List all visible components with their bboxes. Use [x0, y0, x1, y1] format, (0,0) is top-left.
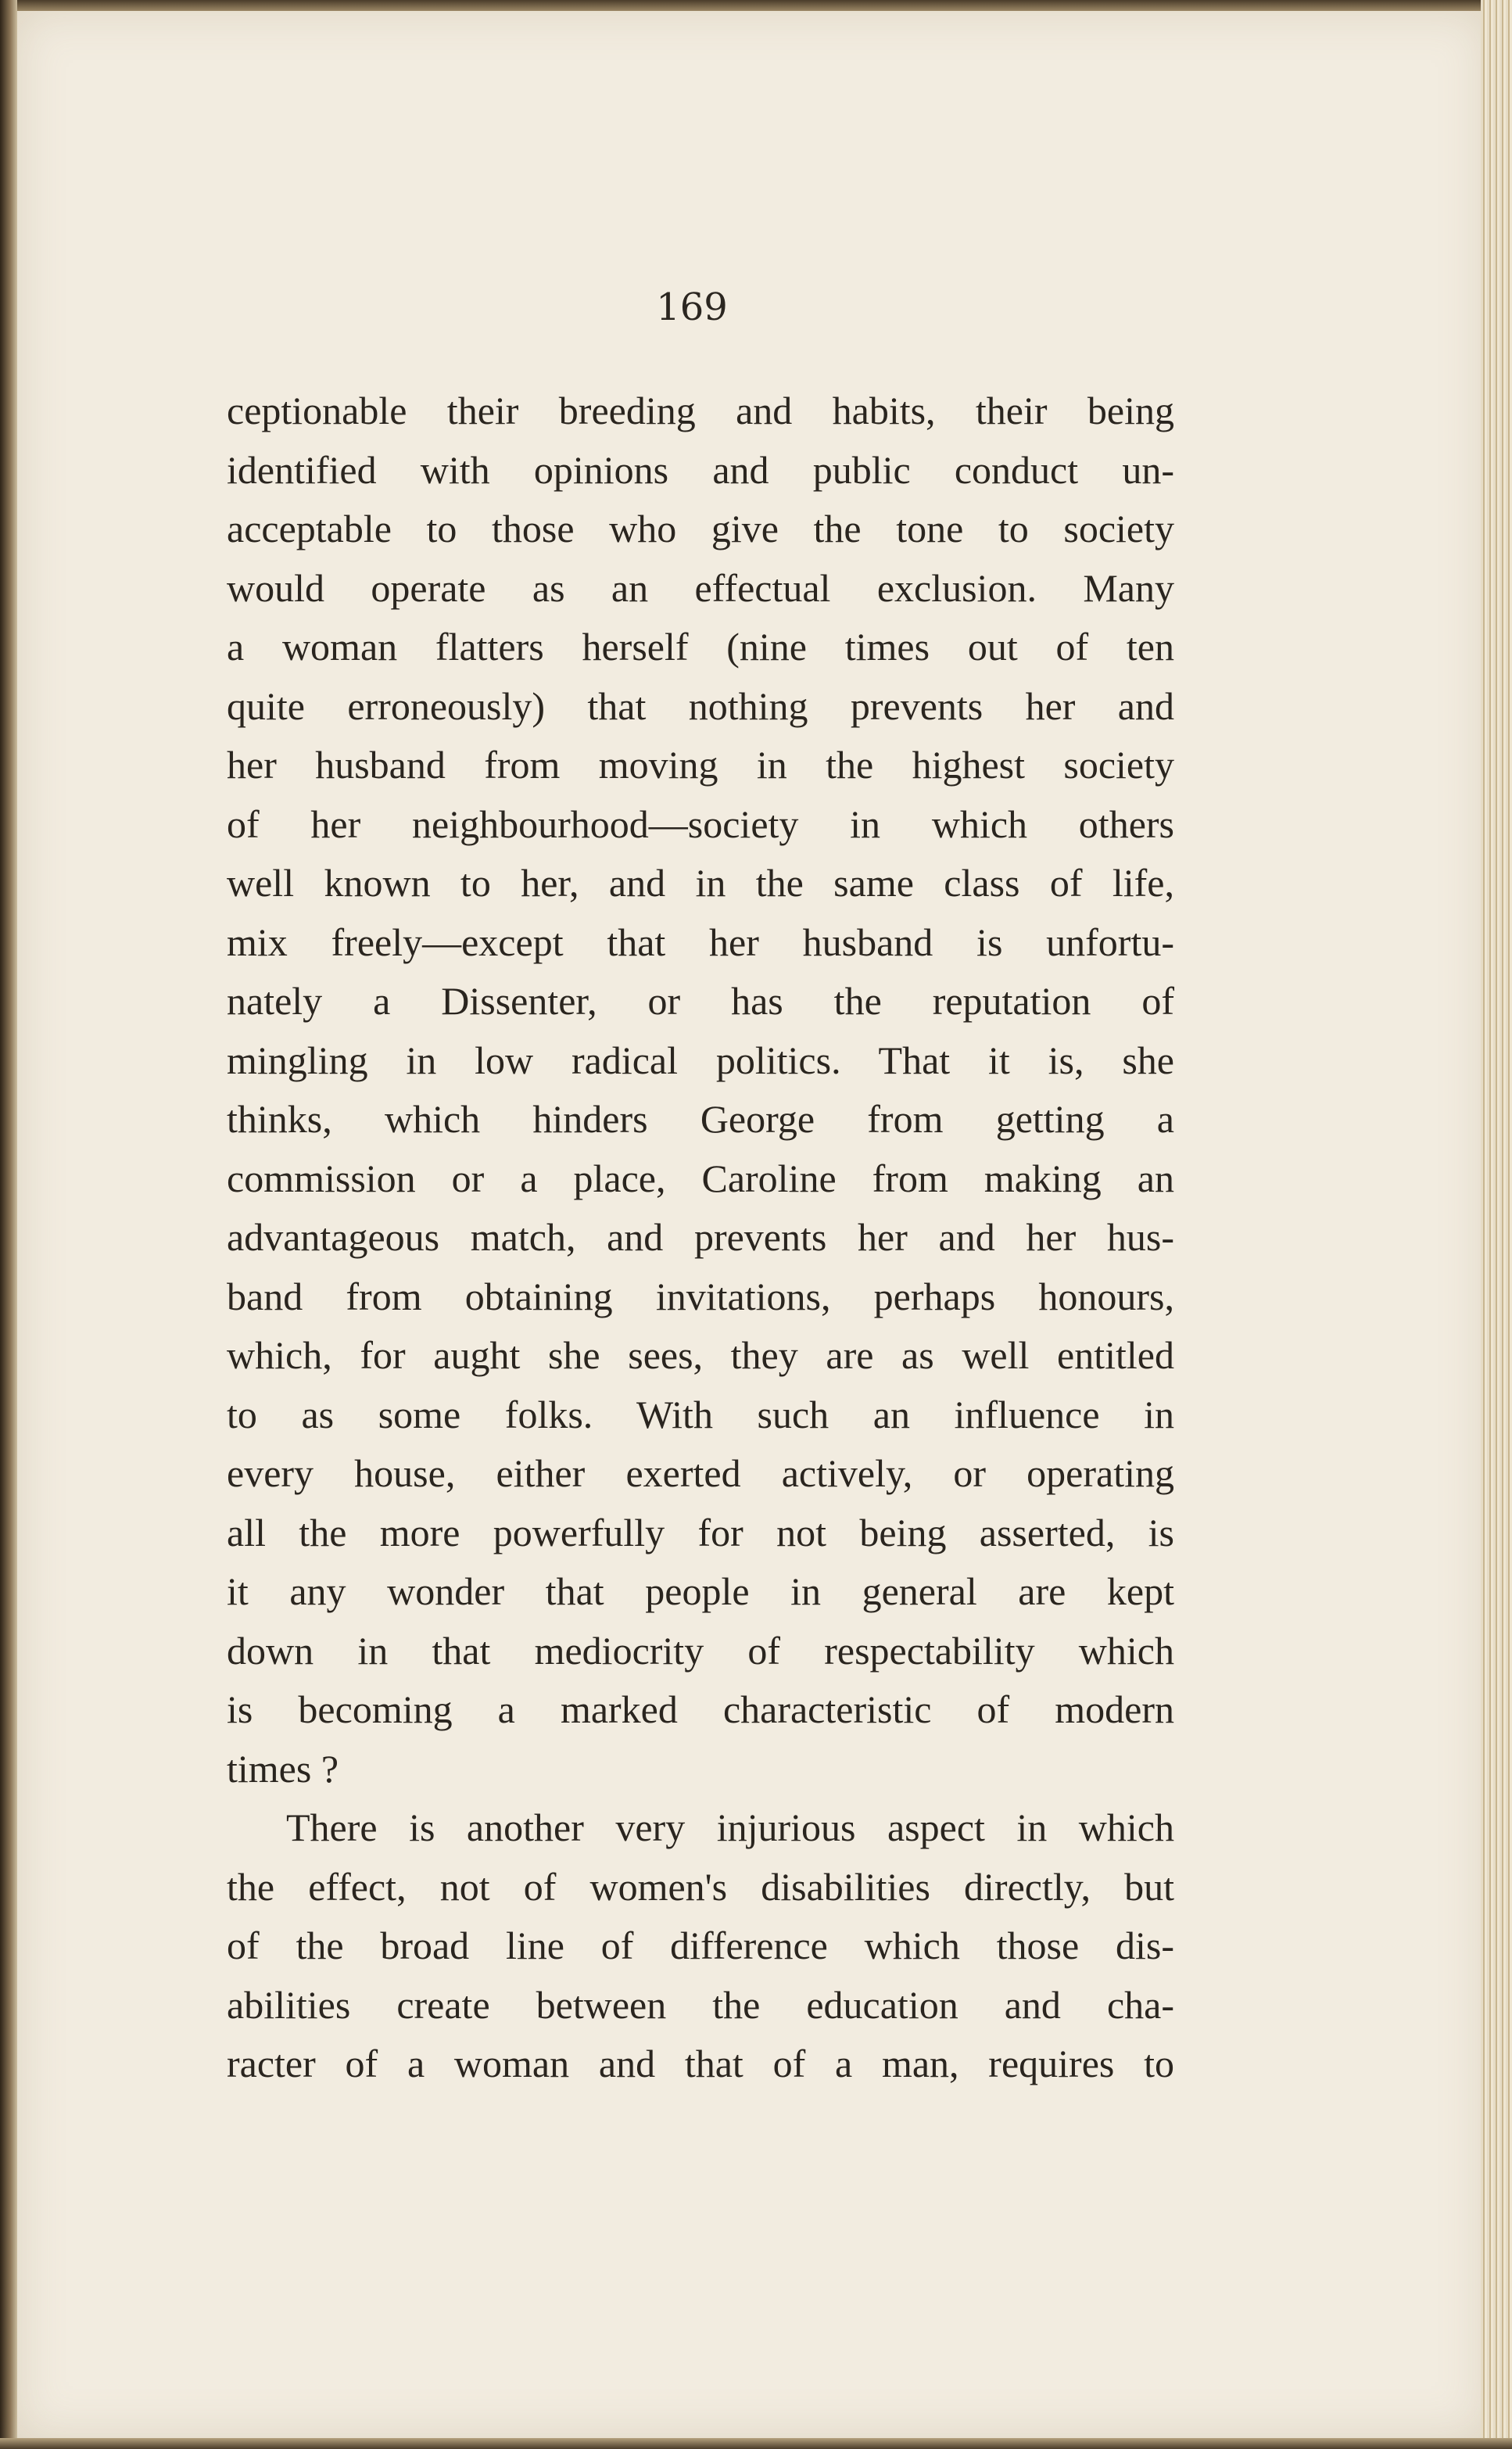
text-line: which, for aught she sees, they are as well entitled	[227, 1333, 1174, 1377]
text-line: of the broad line of difference which those dis-	[227, 1924, 1174, 1967]
body-text	[227, 382, 1174, 2094]
text-line: it any wonder that people in general are kept	[227, 1569, 1174, 1613]
text-line: the effect, not of women's disabilities directly, but	[227, 1864, 1174, 1909]
text-line: mix freely—except that her husband is unfortu-	[227, 920, 1174, 964]
text-line: her husband from moving in the highest society	[227, 743, 1174, 787]
text-line: abilities create between the education and cha-	[227, 1982, 1174, 2027]
page-edges	[1481, 0, 1512, 2449]
text-line-paragraph-start: There is another very injurious aspect in which	[286, 1805, 1174, 1849]
text-line: commission or a place, Caroline from making an	[227, 1156, 1174, 1200]
text-line-paragraph-end: times ?	[227, 1746, 339, 1791]
text-line: would operate as an effectual exclusion. Many	[227, 565, 1174, 610]
text-line: quite erroneously) that nothing prevents her and	[227, 683, 1174, 728]
text-line: thinks, which hinders George from getting a	[227, 1097, 1174, 1141]
text-line: a woman flatters herself (nine times out of ten	[227, 625, 1174, 669]
book-gutter	[0, 0, 17, 2449]
text-line: every house, either exerted actively, or operating	[227, 1451, 1174, 1495]
bottom-edge	[0, 2438, 1512, 2449]
page-number: 169	[656, 285, 728, 329]
text-line: down in that mediocrity of respectability which	[227, 1628, 1174, 1673]
top-edge	[0, 0, 1512, 11]
text-line: of her neighbourhood—society in which others	[227, 801, 1174, 846]
text-line: mingling in low radical politics. That it is, she	[227, 1038, 1174, 1082]
text-line: acceptable to those who give the tone to society	[227, 507, 1174, 550]
text-line: ceptionable their breeding and habits, their being	[227, 389, 1174, 432]
text-line: to as some folks. With such an influence in	[227, 1392, 1174, 1436]
text-line: all the more powerfully for not being asserted, is	[227, 1510, 1174, 1554]
text-line: racter of a woman and that of a man, requires to	[227, 2042, 1174, 2085]
text-line: nately a Dissenter, or has the reputation of	[227, 979, 1174, 1023]
text-line: advantageous match, and prevents her and her hus-	[227, 1215, 1174, 1259]
text-line: is becoming a marked characteristic of modern	[227, 1687, 1174, 1731]
text-line: band from obtaining invitations, perhaps honours,	[227, 1274, 1174, 1318]
text-line: well known to her, and in the same class of life,	[227, 861, 1174, 905]
text-line: identified with opinions and public conduct un-	[227, 447, 1174, 492]
